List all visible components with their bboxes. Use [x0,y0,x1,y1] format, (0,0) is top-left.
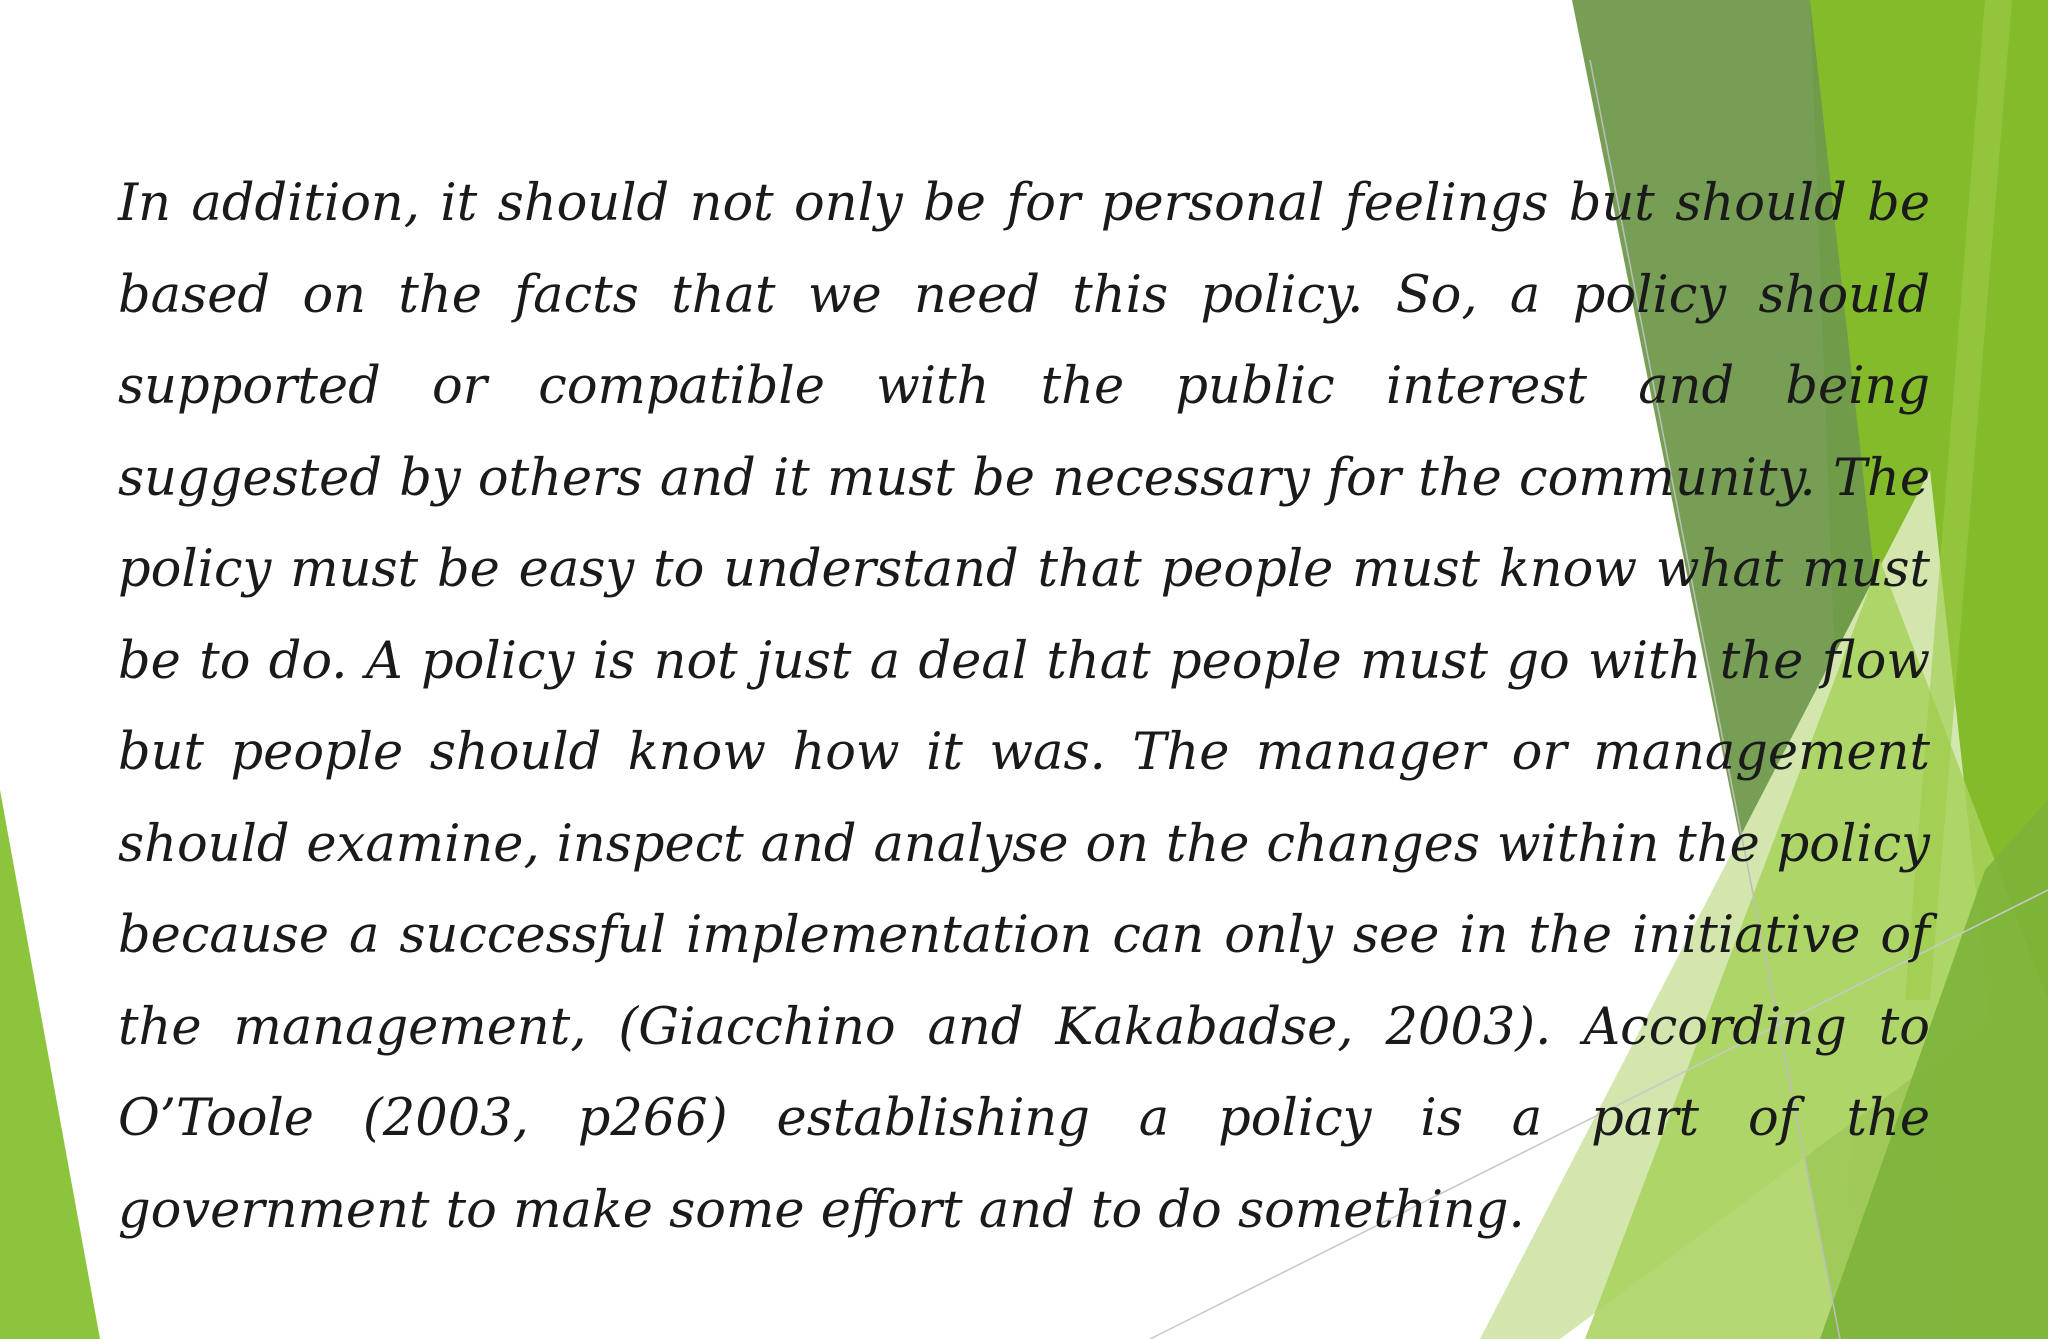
left-green-sliver [0,790,100,1339]
slide-body-text: In addition, it should not only be for personal feelings but should be based on the facts that we need this policy. So, a policy should supported or compatible with the public interest and being suggested by others and it must be necessary for the community. The policy must be easy to understand that people must know what must be to do. A policy is not just a deal that people must go with the flow but people should know how it was. The manager or management should examine, inspect and analyse on the changes within the policy because a successful implementation can only see in the initiative of the management, (Giacchino and Kakabadse, 2003). According to O’Toole (2003, p266) establishing a policy is a part of the government to make some effort and to do something. [118,174,1930,1240]
